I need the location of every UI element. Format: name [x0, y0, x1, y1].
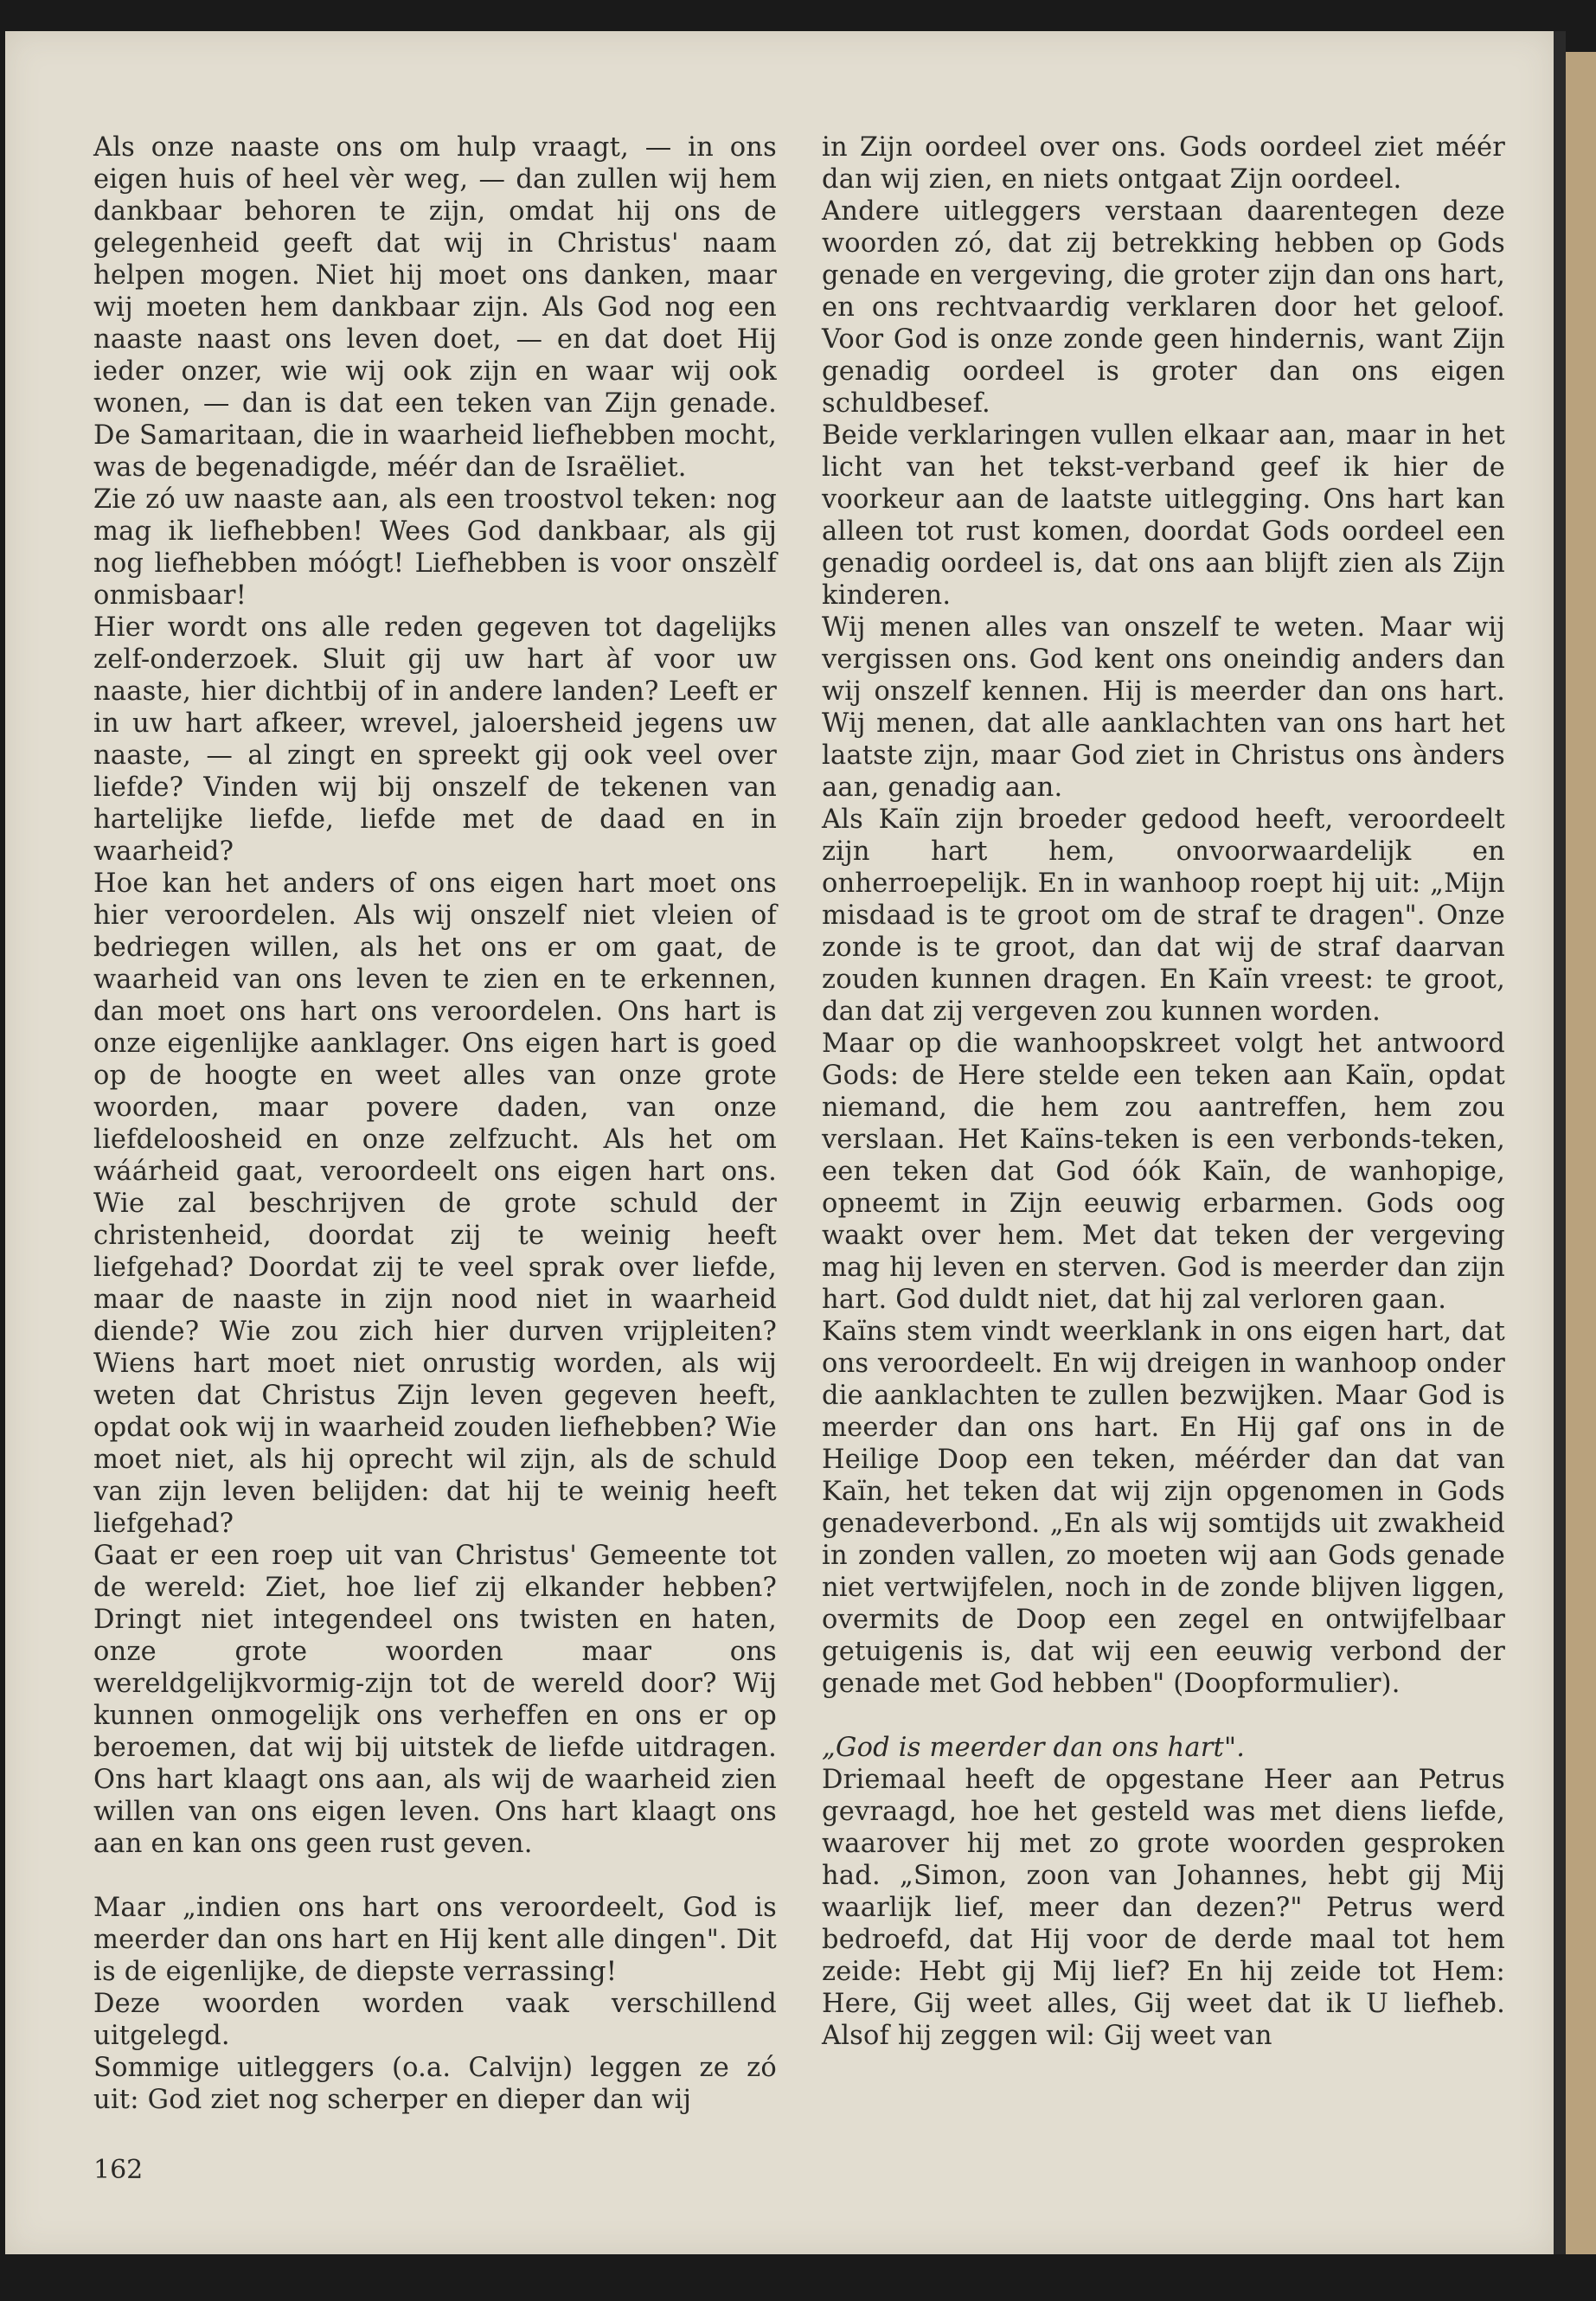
page-edge — [1554, 31, 1566, 2254]
paragraph: Maar op die wanhoopskreet volgt het antwoord Gods: de Here stelde een teken aan Kaïn, opdat niemand, die hem zou aantreffen, hem zou verslaan. Het Kaïns-teken is een verbonds-teken, een teken dat God óók Kaïn, de wanhopige, opneemt in Zijn eeuwig erbarmen. Gods oog waakt over hem. Met dat teken der vergeving mag hij leven en sterven. God is meerder dan zijn hart. God duldt niet, dat hij zal verloren gaan. — [822, 1029, 1505, 1315]
paragraph: Andere uitleggers verstaan daarentegen deze woorden zó, dat zij betrekking hebben op Gods genade en vergeving, die groter zijn dan ons hart, en ons rechtvaardig verklaren door het geloof. Voor God is onze zonde geen hindernis, want Zijn genadig oordeel is groter dan ons eigen schuldbesef. — [822, 196, 1505, 419]
page-number: 162 — [93, 2155, 144, 2185]
paragraph: Maar „indien ons hart ons veroordeelt, God is meerder dan ons hart en Hij kent alle dingen". Dit is de eigenlijke, de diepste verrassing! — [93, 1893, 777, 1987]
paragraph: Hier wordt ons alle reden gegeven tot dagelijks zelf-onderzoek. Sluit gij uw hart àf voor uw naaste, hier dichtbij of in andere landen? Leeft er in uw hart afkeer, wrevel, jaloersheid jegens uw naaste, — al zingt en spreekt gij ook veel over liefde? Vinden wij bij onszelf de tekenen van hartelijke liefde, liefde met de daad en in waarheid? — [93, 612, 777, 867]
paragraph: Deze woorden worden vaak verschillend uitgelegd. — [93, 1989, 777, 2051]
paragraph: Als onze naaste ons om hulp vraagt, — in ons eigen huis of heel vèr weg, — dan zullen wij hem dankbaar behoren te zijn, omdat hij ons de gelegenheid geeft dat wij in Christus' naam helpen mogen. Niet hij moet ons danken, maar wij moeten hem dankbaar zijn. Als God nog een naaste naast ons leven doet, — en dat doet Hij ieder onzer, wie wij ook zijn en waar wij ook wonen, — dan is dat een teken van Zijn genade. De Samaritaan, die in waarheid liefhebben mocht, was de begenadigde, méér dan de Israëliet. — [93, 132, 777, 483]
paragraph: in Zijn oordeel over ons. Gods oordeel ziet méér dan wij zien, en niets ontgaat Zijn oordeel. — [822, 132, 1505, 195]
paragraph: Kaïns stem vindt weerklank in ons eigen hart, dat ons veroordeelt. En wij dreigen in wanhoop onder die aanklachten te zullen bezwijken. Maar God is meerder dan ons hart. En Hij gaf ons in de Heilige Doop een teken, méérder dan dat van Kaïn, het teken dat wij zijn opgenomen in Gods genadeverbond. „En als wij somtijds uit zwakheid in zonden vallen, zo moeten wij aan Gods genade niet vertwijfelen, noch in de zonde blijven liggen, overmits de Doop een zegel en ontwijfelbaar getuigenis is, dat wij een eeuwig verbond der genade met God hebben" (Doopformulier). — [822, 1317, 1505, 1699]
paragraph: Gaat er een roep uit van Christus' Gemeente tot de wereld: Ziet, hoe lief zij elkander hebben? Dringt niet integendeel ons twisten en haten, onze grote woorden maar ons wereldgelijkvormig-zijn tot de wereld door? Wij kunnen onmogelijk ons verheffen en ons er op beroemen, dat wij bij uitstek de liefde uitdragen. Ons hart klaagt ons aan, als wij de waarheid zien willen van ons eigen leven. Ons hart klaagt ons aan en kan ons geen rust geven. — [93, 1541, 777, 1859]
paragraph: Wij menen alles van onszelf te weten. Maar wij vergissen ons. God kent ons oneindig anders dan wij onszelf kennen. Hij is meerder dan ons hart. Wij menen, dat alle aanklachten van ons hart het laatste zijn, maar God ziet in Christus ons ànders aan, genadig aan. — [822, 612, 1505, 803]
paragraph: Beide verklaringen vullen elkaar aan, maar in het licht van het tekst-verband geef ik hier de voorkeur aan de laatste uitlegging. Ons hart kan alleen tot rust komen, doordat Gods oordeel een genadig oordeel is, dat ons aan blijft zien als Zijn kinderen. — [822, 420, 1505, 611]
adjacent-page-sliver — [1566, 52, 1596, 2266]
right-column — [822, 131, 1505, 2052]
paragraph: Als Kaïn zijn broeder gedood heeft, veroordeelt zijn hart hem, onvoorwaardelijk en onherroepelijk. En in wanhoop roept hij uit: „Mijn misdaad is te groot om de straf te dragen". Onze zonde is te groot, dan dat wij de straf daarvan zouden kunnen dragen. En Kaïn vreest: te groot, dan dat zij vergeven zou kunnen worden. — [822, 804, 1505, 1027]
bottom-border — [0, 2254, 1596, 2301]
section-quote-heading: „God is meerder dan ons hart". — [822, 1733, 1246, 1763]
paragraph: Hoe kan het anders of ons eigen hart moet ons hier veroordelen. Als wij onszelf niet vleien of bedriegen willen, als het ons er om gaat, de waarheid van ons leven te zien en te erkennen, dan moet ons hart ons veroordelen. Ons hart is onze eigenlijke aanklager. Ons eigen hart is goed op de hoogte en weet alles van onze grote woorden, maar povere daden, van onze liefdeloosheid en onze zelfzucht. Als het om wáárheid gaat, veroordeelt ons eigen hart ons. Wie zal beschrijven de grote schuld der christenheid, doordat zij te weinig heeft liefgehad? Doordat zij te veel sprak over liefde, maar de naaste in zijn nood niet in waarheid diende? Wie zou zich hier durven vrijpleiten? Wiens hart moet niet onrustig worden, als wij weten dat Christus Zijn leven gegeven heeft, opdat ook wij in waarheid zouden liefhebben? Wie moet niet, als hij oprecht wil zijn, als de schuld van zijn leven belijden: dat hij te weinig heeft liefgehad? — [93, 868, 777, 1539]
paragraph: Zie zó uw naaste aan, als een troostvol teken: nog mag ik liefhebben! Wees God dankbaar, als gij nog liefhebben móógt! Liefhebben is voor onszèlf onmisbaar! — [93, 484, 777, 611]
paragraph: Driemaal heeft de opgestane Heer aan Petrus gevraagd, hoe het gesteld was met diens liefde, waarover hij met zo grote woorden gesproken had. „Simon, zoon van Johannes, hebt gij Mij waarlijk lief, meer dan dezen?" Petrus werd bedroefd, dat Hij voor de derde maal tot hem zeide: Hebt gij Mij lief? En hij zeide tot Hem: Here, Gij weet alles, Gij weet dat ik U liefheb. Alsof hij zeggen wil: Gij weet van — [822, 1765, 1505, 2051]
paragraph: Sommige uitleggers (o.a. Calvijn) leggen ze zó uit: God ziet nog scherper en dieper dan wij — [93, 2053, 777, 2115]
left-column — [93, 131, 777, 2116]
